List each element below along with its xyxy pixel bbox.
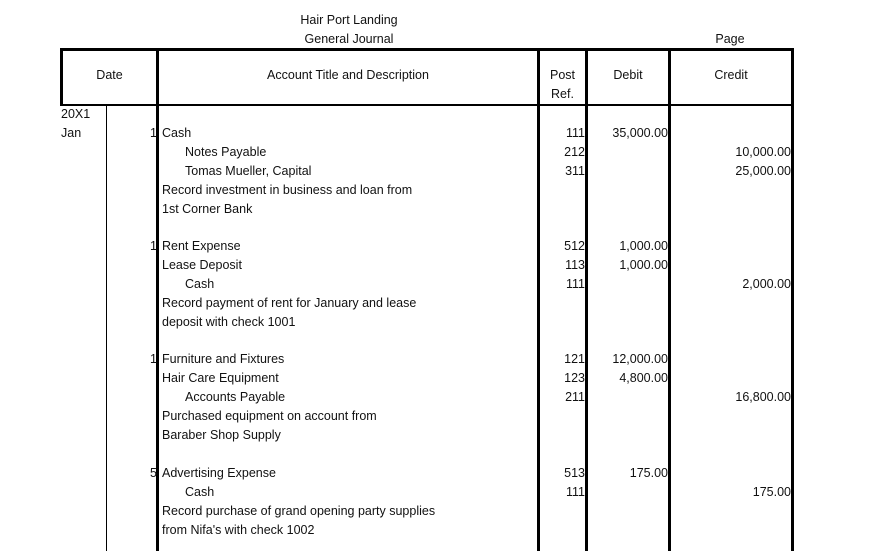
entry-day: 1 <box>150 239 157 253</box>
post-ref-cell: 111 <box>565 277 585 291</box>
post-ref-cell: 111 <box>565 485 585 499</box>
page-label: Page <box>715 32 745 46</box>
debit-amount: 12,000.00 <box>612 352 668 366</box>
credit-account-title: Tomas Mueller, Capital <box>185 164 312 178</box>
header-bottom-border <box>60 104 794 106</box>
entry-day: 1 <box>150 126 157 140</box>
credit-account-title: Accounts Payable <box>185 390 286 404</box>
entry-description: Record investment in business and loan from <box>162 183 413 197</box>
month-cell: Jan <box>61 126 82 140</box>
debit-amount: 35,000.00 <box>612 126 668 140</box>
year-cell: 20X1 <box>61 107 91 121</box>
right-border <box>791 48 794 551</box>
credit-left-border <box>668 48 671 551</box>
entry-description: deposit with check 1001 <box>162 315 296 329</box>
credit-amount: 175.00 <box>752 485 791 499</box>
post-ref-cell: 512 <box>564 239 585 253</box>
post-ref-cell: 123 <box>564 371 585 385</box>
post-ref-cell: 111 <box>565 126 585 140</box>
column-header-post-ref: Post <box>549 68 575 82</box>
credit-amount: 2,000.00 <box>742 277 791 291</box>
entry-day: 5 <box>150 466 157 480</box>
post-ref-cell: 212 <box>564 145 585 159</box>
entry-description: Record payment of rent for January and lease <box>162 296 417 310</box>
column-header-debit: Debit <box>613 68 643 82</box>
credit-amount: 25,000.00 <box>735 164 791 178</box>
entry-description: 1st Corner Bank <box>162 202 253 216</box>
debit-amount: 175.00 <box>629 466 668 480</box>
credit-amount: 16,800.00 <box>735 390 791 404</box>
top-border <box>60 48 794 51</box>
post-ref-cell: 113 <box>565 258 585 272</box>
entry-day: 1 <box>150 352 157 366</box>
credit-account-title: Notes Payable <box>185 145 267 159</box>
company-name: Hair Port Landing <box>300 13 398 27</box>
entry-description: from Nifa's with check 1002 <box>162 523 315 537</box>
date-divider <box>106 106 107 551</box>
post-ref-cell: 513 <box>564 466 585 480</box>
journal-title: General Journal <box>304 32 394 46</box>
debit-account-title: Furniture and Fixtures <box>162 352 285 366</box>
debit-amount: 1,000.00 <box>619 258 668 272</box>
debit-account-title: Hair Care Equipment <box>162 371 279 385</box>
post-ref-cell: 211 <box>565 390 585 404</box>
column-header-date: Date <box>96 68 123 82</box>
credit-account-title: Cash <box>185 485 215 499</box>
column-header-account: Account Title and Description <box>267 68 429 82</box>
debit-account-title: Advertising Expense <box>162 466 276 480</box>
debit-account-title: Cash <box>162 126 192 140</box>
post-ref-cell: 121 <box>564 352 585 366</box>
debit-account-title: Lease Deposit <box>162 258 242 272</box>
entry-description: Record purchase of grand opening party supplies <box>162 504 436 518</box>
entry-description: Purchased equipment on account from <box>162 409 377 423</box>
debit-amount: 4,800.00 <box>619 371 668 385</box>
credit-amount: 10,000.00 <box>735 145 791 159</box>
column-header-credit: Credit <box>714 68 748 82</box>
column-header-post-ref-2: Ref. <box>551 87 574 101</box>
debit-amount: 1,000.00 <box>619 239 668 253</box>
credit-account-title: Cash <box>185 277 215 291</box>
post-ref-cell: 311 <box>565 164 585 178</box>
entry-description: Baraber Shop Supply <box>162 428 281 442</box>
debit-account-title: Rent Expense <box>162 239 241 253</box>
